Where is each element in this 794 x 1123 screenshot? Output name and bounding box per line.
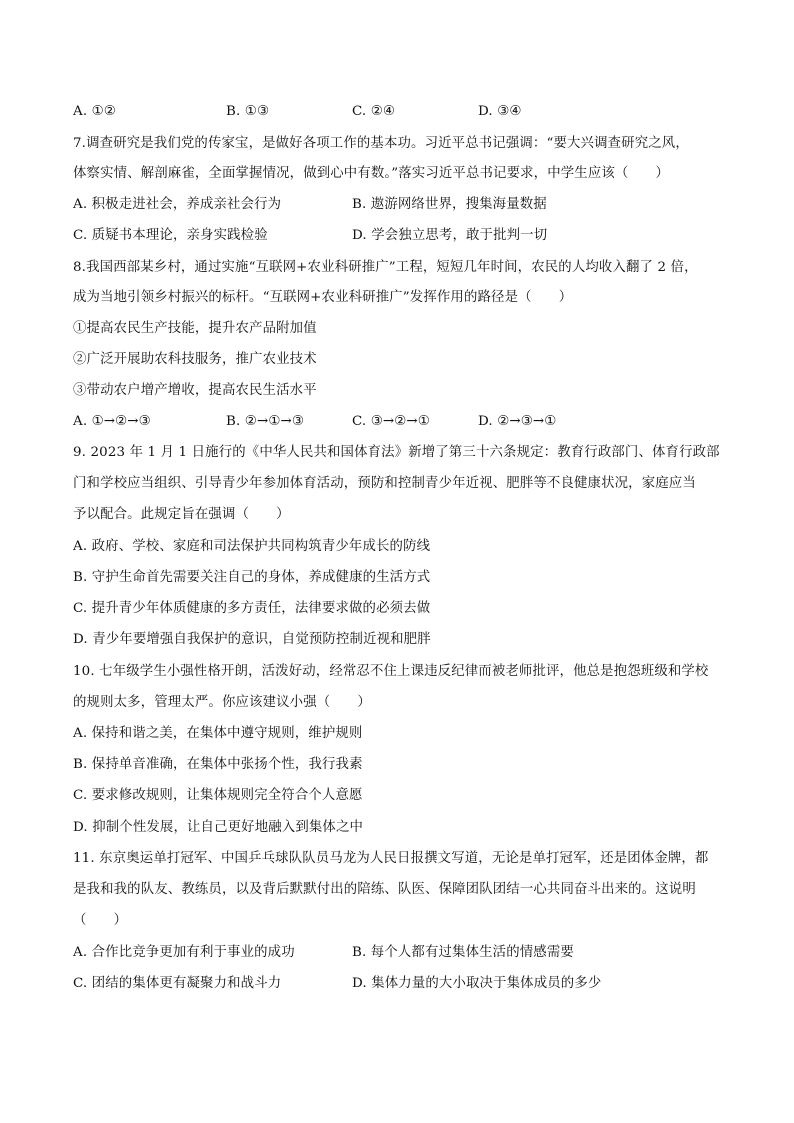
q9-option-d: D. 青少年要增强自我保护的意识，自觉预防控制近视和肥胖 xyxy=(73,632,431,647)
q6-option-d: D. ③④ xyxy=(478,104,522,119)
q9-option-b: B. 守护生命首先需要关注自己的身体，养成健康的生活方式 xyxy=(73,570,431,585)
q7-option-a: A. 积极走进社会，养成亲社会行为 xyxy=(73,197,282,212)
q7-option-b: B. 遨游网络世界，搜集海量数据 xyxy=(352,197,547,212)
q7-option-c: C. 质疑书本理论，亲身实践检验 xyxy=(73,228,268,243)
q8-option-d: D. ②→③→① xyxy=(478,414,557,429)
q8-stem-line-1: 8.我国西部某乡村，通过实施“互联网+农业科研推广”工程，短短几年时间，农民的人均收入翻了 2 倍， xyxy=(73,260,698,275)
q8-item-3: ③带动农户增产增收，提高农民生活水平 xyxy=(73,383,317,398)
q8-option-a: A. ①→②→③ xyxy=(73,414,151,429)
q9-option-c: C. 提升青少年体质健康的多方责任，法律要求做的必须去做 xyxy=(73,601,431,616)
q11-option-d: D. 集体力量的大小取决于集体成员的多少 xyxy=(352,976,602,991)
q9-option-a: A. 政府、学校、家庭和司法保护共同构筑青少年成长的防线 xyxy=(73,539,431,554)
q9-stem-line-1: 9. 2023 年 1 月 1 日施行的《中华人民共和国体育法》新增了第三十六条规定：教育行政部门、体育行政部 xyxy=(73,445,720,460)
q10-option-c: C. 要求修改规则，让集体规则完全符合个人意愿 xyxy=(73,788,363,803)
q8-stem-line-2: 成为当地引领乡村振兴的标杆。“互联网+农业科研推广”发挥作用的路径是（ ） xyxy=(73,290,573,305)
q7-option-d: D. 学会独立思考，敢于批判一切 xyxy=(352,228,548,243)
q8-item-1: ①提高农民生产技能，提升农产品附加值 xyxy=(73,321,317,336)
q9-stem-line-2: 门和学校应当组织、引导青少年参加体育活动，预防和控制青少年近视、肥胖等不良健康状况，家庭应当 xyxy=(73,476,696,491)
q10-option-a: A. 保持和谐之美，在集体中遵守规则，维护规则 xyxy=(73,726,363,741)
q11-option-c: C. 团结的集体更有凝聚力和战斗力 xyxy=(73,976,282,991)
q9-stem-line-3: 予以配合。此规定旨在强调（ ） xyxy=(73,507,290,522)
q10-stem-line-1: 10. 七年级学生小强性格开朗，活泼好动，经常忍不住上课违反纪律而被老师批评，他总是抱怨班级和学校 xyxy=(73,664,709,679)
q6-option-a: A. ①② xyxy=(73,104,116,119)
q11-option-a: A. 合作比竞争更加有利于事业的成功 xyxy=(73,945,295,960)
q10-stem-line-2: 的规则太多，管理太严。你应该建议小强（ ） xyxy=(73,695,371,710)
q6-option-b: B. ①③ xyxy=(226,104,270,119)
q6-option-c: C. ②④ xyxy=(352,104,396,119)
q11-stem-line-3: （ ） xyxy=(73,913,128,928)
q10-option-b: B. 保持单音准确，在集体中张扬个性，我行我素 xyxy=(73,757,363,772)
q10-option-d: D. 抑制个性发展，让自己更好地融入到集体之中 xyxy=(73,820,364,835)
q11-stem-line-1: 11. 东京奥运单打冠军、中国乒乓球队队员马龙为人民日报撰文写道，无论是单打冠军，还是团体金牌，都 xyxy=(73,851,709,866)
q8-option-c: C. ③→②→① xyxy=(352,414,430,429)
q7-stem-line-2: 体察实情、解剖麻雀，全面掌握情况，做到心中有数。”落实习近平总书记要求，中学生应该（ ） xyxy=(73,166,670,181)
q11-stem-line-2: 是我和我的队友、教练员，以及背后默默付出的陪练、队医、保障团队团结一心共同奋斗出来的。这说明 xyxy=(73,882,696,897)
q8-option-b: B. ②→①→③ xyxy=(226,414,305,429)
q11-option-b: B. 每个人都有过集体生活的情感需要 xyxy=(352,945,574,960)
q7-stem-line-1: 7.调查研究是我们党的传家宝，是做好各项工作的基本功。习近平总书记强调：“要大兴调查研究之风， xyxy=(73,136,689,151)
q8-item-2: ②广泛开展助农科技服务，推广农业技术 xyxy=(73,352,317,367)
